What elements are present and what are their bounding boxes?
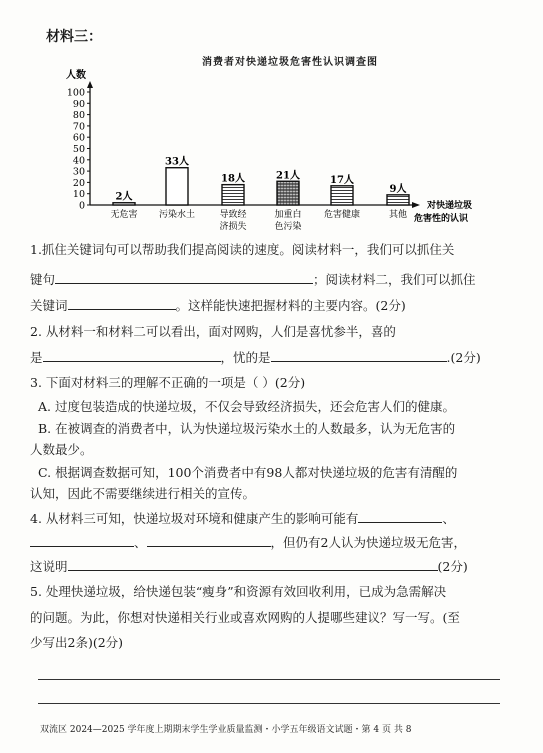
material-title: 材料三： [46,29,102,45]
y-tick-label: 100 [66,87,85,99]
question-4-line-3 [30,557,510,576]
chart-title: 消费者对快递垃圾危害性认识调查图 [202,57,378,68]
q1-text-a: 键句 [30,272,56,287]
y-axis-label: 人数 [66,70,86,81]
y-tick-label: 30 [72,166,85,178]
question-5-line-2: 的问题。为此，你想对快递相关行业或喜欢网购的人提哪些建议？写一写。(至 [30,610,460,625]
question-4-line-2 [30,533,510,552]
page-footer: 双流区 2024—2025 学年度上期期末学生学业质量监测・小学五年级语文试题・第 4 页 共 8 [40,725,412,735]
q5-answer-line-2[interactable] [38,703,500,704]
bar-data-label: 9人 [389,183,407,195]
q4-sep-1: 、 [134,535,147,550]
y-tick-label: 70 [72,121,85,133]
y-tick-label: 10 [72,189,85,201]
q4-text-c: ，但仍有2人认为快递垃圾无危害， [270,535,466,550]
q2-text-b: ，忧的是 [220,350,271,365]
x-axis-label: 对快递垃圾 [427,201,473,211]
q1-answer-blank-1[interactable] [55,270,313,284]
question-3-option-c-line-1: C. 根据调查数据可知，100个消费者中有98人都对快递垃圾的危害有清醒的 [38,465,458,480]
y-axis-arrow [87,81,93,88]
y-tick-label: 40 [72,155,85,167]
x-tick-label: 济损失 [219,222,247,232]
bar-chart [0,0,543,235]
bar-data-label: 2人 [115,191,133,203]
question-3-option-b-line-2: 人数最少。 [30,442,93,457]
y-tick-label: 60 [72,132,85,144]
y-tick-label: 0 [78,200,85,212]
bar [277,181,299,205]
y-tick-label: 20 [72,177,85,189]
x-tick-label: 其他 [388,210,408,220]
q4-text-a: 4. 从材料三可知，快递垃圾对环境和健康产生的影响可能有 [30,511,359,526]
question-3-option-c-line-2: 认知，因此不需要继续进行相关的宣传。 [30,486,256,501]
bar [222,185,244,205]
q1-answer-blank-2[interactable] [68,296,176,310]
bar-data-label: 18人 [221,173,245,185]
q2-answer-blank-2[interactable] [271,348,447,362]
x-tick-label: 无危害 [110,210,138,220]
q5-answer-line-1[interactable] [38,679,500,680]
q4-answer-blank-4[interactable] [68,557,438,571]
x-axis-label: 危害性的认识 [414,214,469,224]
q4-text-d: 这说明 [30,559,68,574]
x-tick-label: 加重白 [274,210,302,220]
q4-answer-blank-3[interactable] [147,533,271,547]
y-tick-label: 80 [72,110,85,122]
q2-text-a: 是 [30,350,43,365]
question-5-line-3: 少写出2条)(2分) [30,635,124,650]
question-4-line-1 [30,509,510,528]
question-1-line-1: 1.抓住关键词句可以帮助我们提高阅读的速度。阅读材料一，我们可以抓住关 [30,242,455,257]
y-tick-label: 50 [72,144,85,155]
q1-text-d: 。这样能快速把握材料的主要内容。(2分) [175,298,406,313]
q4-text-b: 、 [442,511,455,526]
question-3-stem: 3. 下面对材料三的理解不正确的一项是（ ）(2分) [30,375,306,390]
question-5-line-1: 5. 处理快递垃圾，给快递包装“瘦身”和资源有效回收利用，已成为急需解决 [30,584,447,599]
q2-text-c: .(2分) [446,350,481,365]
q1-text-b: ；阅读材料二，我们可以抓住 [313,272,476,287]
bar [331,186,353,205]
question-3-option-a: A. 过度包装造成的快递垃圾，不仅会导致经济损失，还会危害人们的健康。 [38,399,455,414]
bar [113,203,135,205]
x-tick-label: 污染水土 [158,210,196,220]
bar-data-label: 33人 [165,156,189,168]
x-tick-label: 危害健康 [323,210,361,220]
q4-answer-blank-2[interactable] [30,533,134,547]
bar [387,195,409,205]
x-tick-label: 色污染 [274,222,302,232]
question-1-line-2 [30,270,510,289]
q4-text-e: (2分) [437,559,468,574]
question-2-line-2 [30,348,510,367]
y-tick-label: 90 [72,98,85,110]
q4-answer-blank-1[interactable] [358,509,442,523]
x-axis-arrow [412,202,420,208]
q2-answer-blank-1[interactable] [43,348,221,362]
bar [166,168,188,205]
question-3-option-b-line-1: B. 在被调查的消费者中，认为快递垃圾污染水土的人数最多，认为无危害的 [38,421,456,436]
question-1-line-3 [30,296,510,315]
q1-text-c: 关键词 [30,298,68,313]
bar-data-label: 17人 [330,174,354,186]
question-2-line-1: 2. 从材料一和材料二可以看出，面对网购，人们是喜忧参半，喜的 [30,324,396,339]
bar-data-label: 21人 [276,170,300,182]
x-tick-label: 导致经 [219,210,247,220]
